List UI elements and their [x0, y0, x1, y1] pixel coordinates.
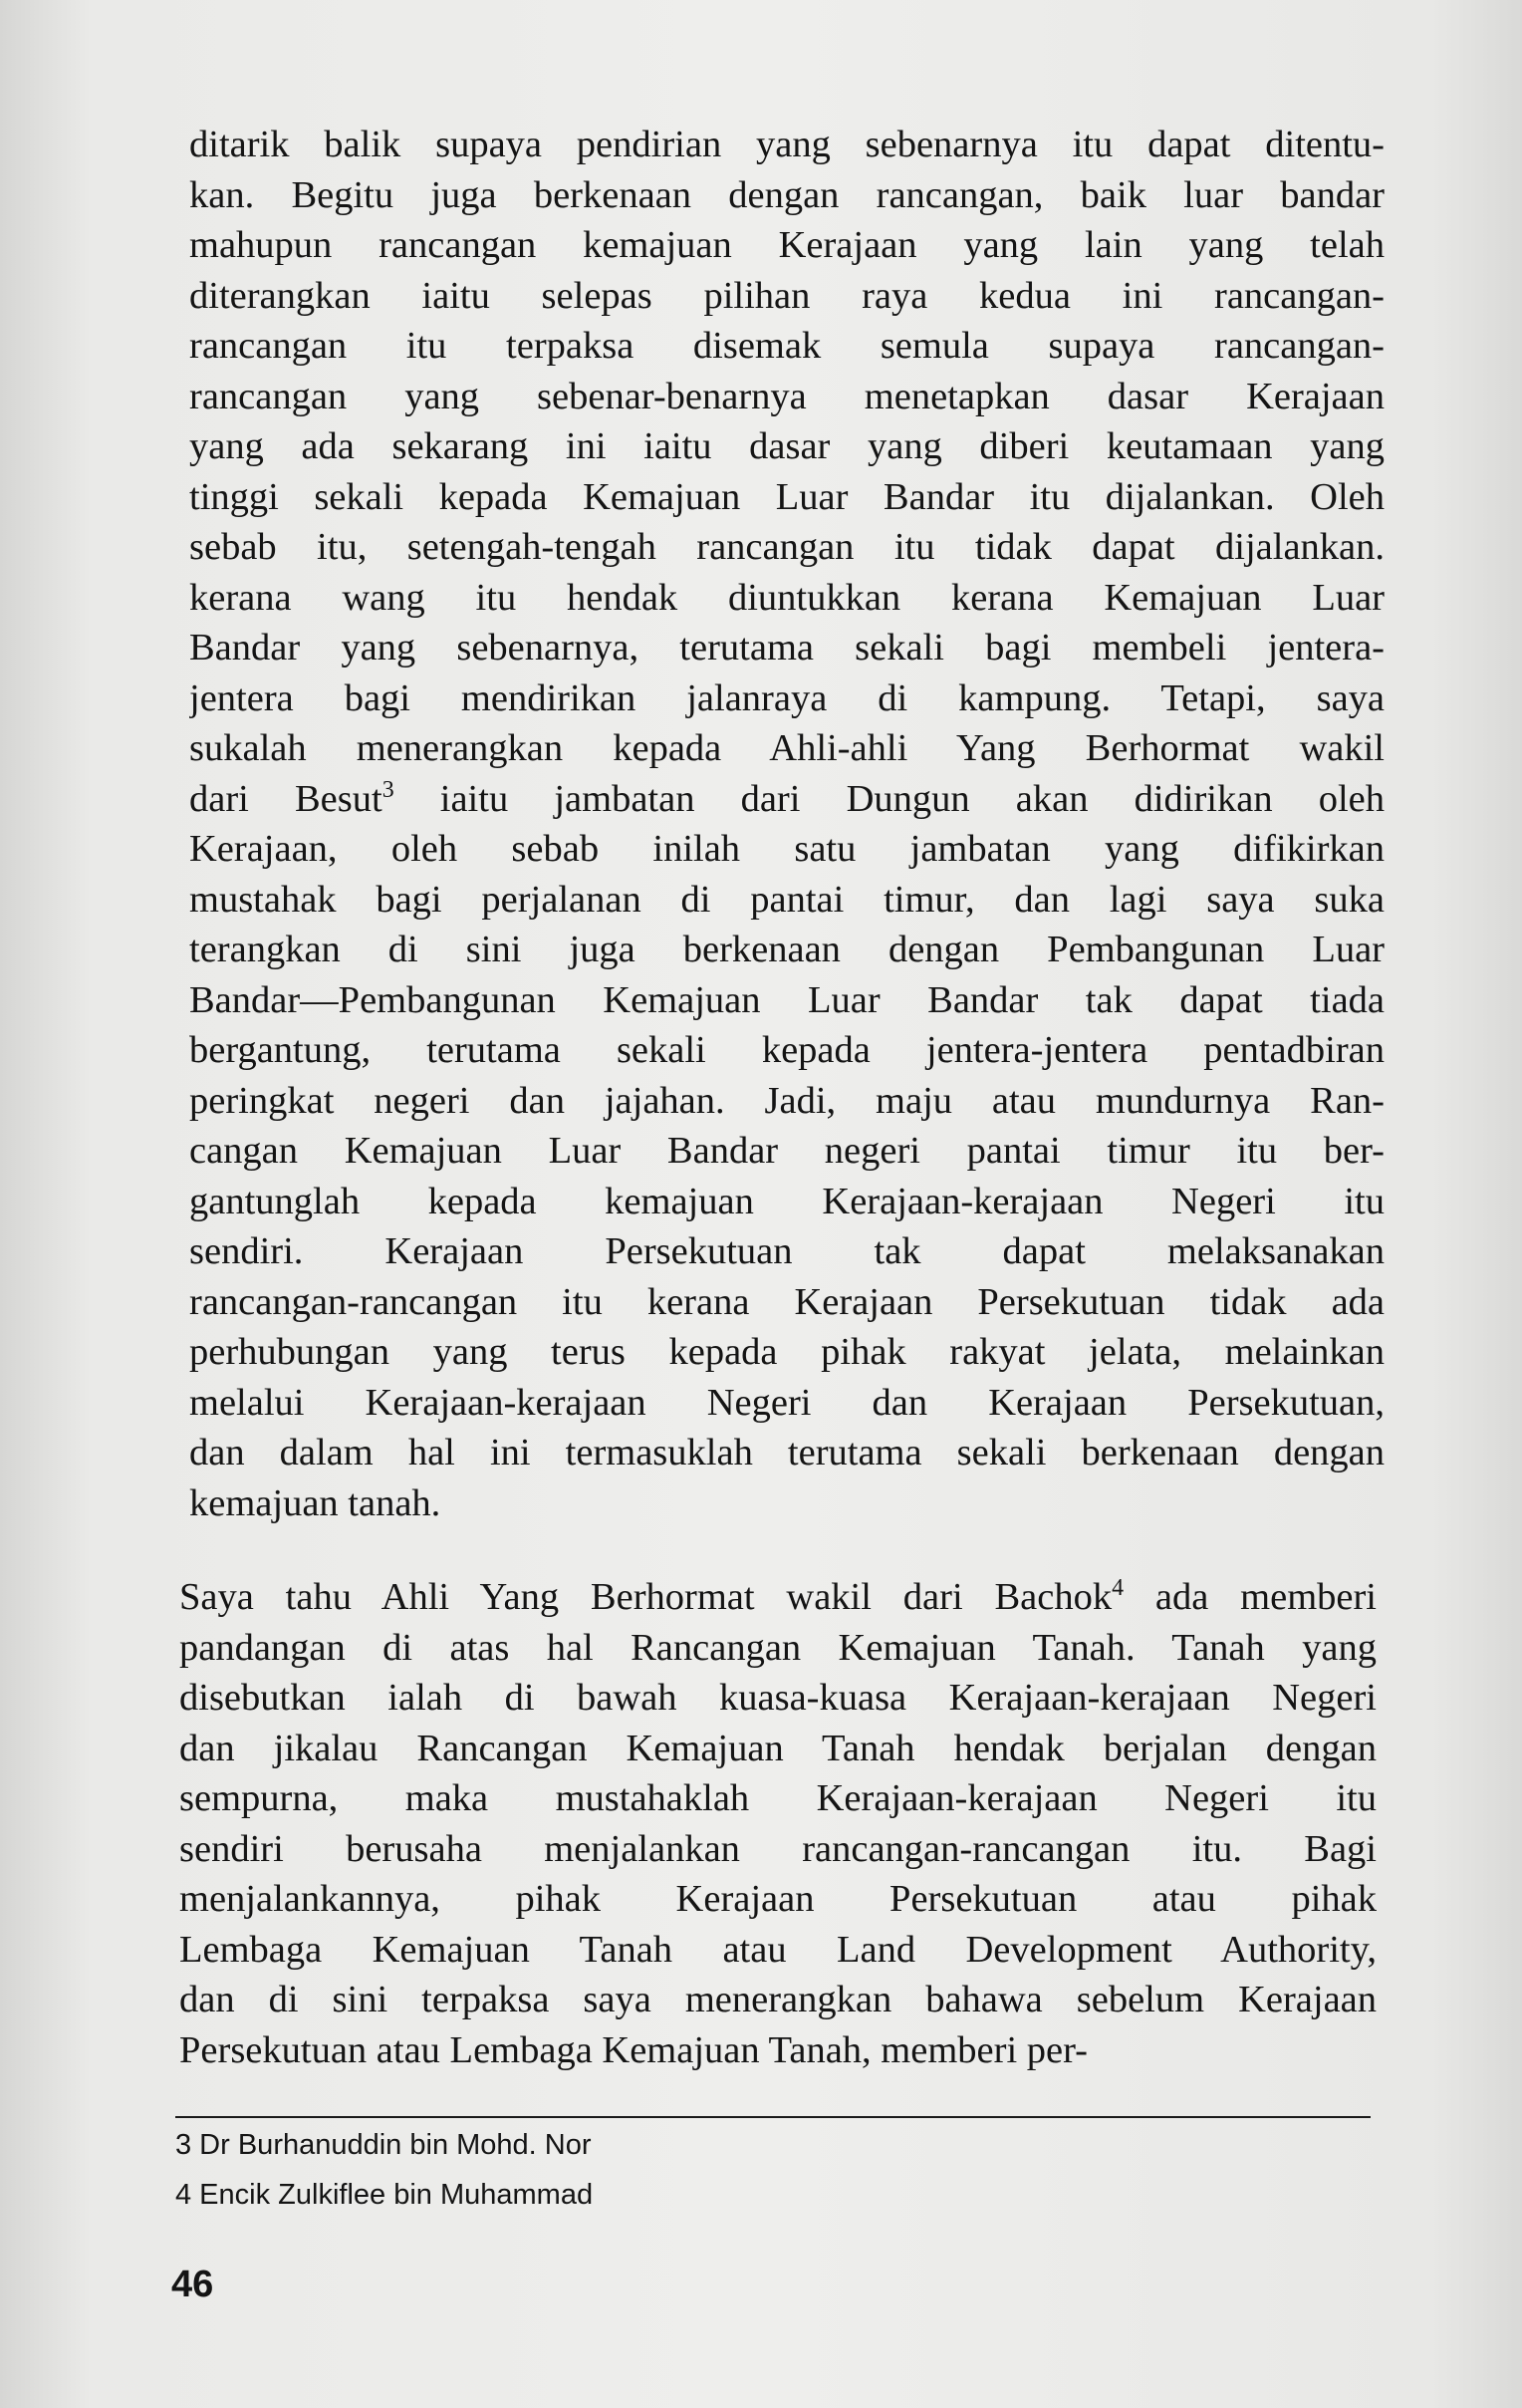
text-line: rancangan yang sebenar-benarnya menetapkan dasar Kerajaan — [189, 375, 1385, 417]
text-line — [179, 1572, 1377, 1623]
text-line: terangkan di sini juga berkenaan dengan Pembangunan Luar — [189, 929, 1385, 970]
text-line: yang ada sekarang ini iaitu dasar yang diberi keutamaan yang — [189, 425, 1385, 467]
text-line: rancangan itu terpaksa disemak semula supaya rancangan- — [189, 325, 1385, 367]
text-line: Bandar—Pembangunan Kemajuan Luar Bandar tak dapat tiada — [189, 978, 1385, 1021]
footnote-reference: 3 — [381, 776, 394, 803]
text-line: dan di sini terpaksa saya menerangkan bahawa sebelum Kerajaan — [179, 1979, 1377, 2020]
text-line: sebab itu, setengah-tengah rancangan itu tidak dapat dijalankan. — [189, 526, 1385, 568]
text-line: sukalah menerangkan kepada Ahli-ahli Yang Berhormat wakil — [189, 727, 1385, 769]
line-text: dari Besut — [189, 777, 382, 820]
line-text: iaitu jambatan dari Dungun akan didirikan oleh — [393, 777, 1385, 820]
text-line — [189, 774, 1385, 825]
text-line: mahupun rancangan kemajuan Kerajaan yang lain yang telah — [189, 224, 1385, 266]
text-line: bergantung, terutama sekali kepada jentera-jentera pentadbiran — [189, 1029, 1385, 1071]
text-line: kerana wang itu hendak diuntukkan kerana Kemajuan Luar — [189, 576, 1385, 619]
text-line: perhubungan yang terus kepada pihak rakyat jelata, melainkan — [189, 1331, 1385, 1373]
text-line: sendiri. Kerajaan Persekutuan tak dapat melaksanakan — [189, 1230, 1385, 1272]
text-line: cangan Kemajuan Luar Bandar negeri pantai timur itu ber- — [189, 1130, 1385, 1172]
text-line: sempurna, maka mustahaklah Kerajaan-kerajaan Negeri itu — [179, 1777, 1377, 1819]
line-text: Saya tahu Ahli Yang Berhormat wakil dari Bachok — [179, 1576, 1113, 1618]
line-text: ada memberi — [1124, 1576, 1377, 1618]
text-line: mustahak bagi perjalanan di pantai timur, dan lagi saya suka — [189, 878, 1385, 921]
text-line: dan jikalau Rancangan Kemajuan Tanah hendak berjalan dengan — [179, 1727, 1377, 1769]
paragraph-2 — [179, 1572, 1377, 2075]
text-line: Bandar yang sebenarnya, terutama sekali bagi membeli jentera- — [189, 627, 1385, 669]
text-line: menjalankannya, pihak Kerajaan Persekutuan atau pihak — [179, 1878, 1377, 1920]
text-line: ditarik balik supaya pendirian yang sebenarnya itu dapat ditentu- — [189, 124, 1385, 165]
footnote-3: 3 Dr Burhanuddin bin Mohd. Nor — [175, 2129, 592, 2161]
text-line: kemajuan tanah. — [189, 1481, 441, 1524]
text-line: dan dalam hal ini termasuklah terutama sekali berkenaan dengan — [189, 1432, 1385, 1473]
text-line: sendiri berusaha menjalankan rancangan-rancangan itu. Bagi — [179, 1827, 1377, 1870]
text-line: Persekutuan atau Lembaga Kemajuan Tanah, memberi per- — [179, 2028, 1088, 2071]
footnotes — [175, 2120, 1171, 2220]
text-line: tinggi sekali kepada Kemajuan Luar Bandar itu dijalankan. Oleh — [189, 475, 1385, 518]
page-number: 46 — [171, 2264, 214, 2305]
text-line: melalui Kerajaan-kerajaan Negeri dan Kerajaan Persekutuan, — [189, 1381, 1385, 1424]
text-line: pandangan di atas hal Rancangan Kemajuan Tanah. Tanah yang — [179, 1626, 1377, 1669]
text-line: rancangan-rancangan itu kerana Kerajaan Persekutuan tidak ada — [189, 1280, 1385, 1323]
text-line: diterangkan iaitu selepas pilihan raya kedua ini rancangan- — [189, 274, 1385, 317]
text-line: jentera bagi mendirikan jalanraya di kampung. Tetapi, saya — [189, 676, 1385, 719]
footnote-rule — [175, 2116, 1371, 2118]
footnote-reference: 4 — [1112, 1575, 1125, 1602]
text-line: Lembaga Kemajuan Tanah atau Land Development Authority, — [179, 1928, 1377, 1971]
text-line: gantunglah kepada kemajuan Kerajaan-kerajaan Negeri itu — [189, 1180, 1385, 1222]
text-line: disebutkan ialah di bawah kuasa-kuasa Kerajaan-kerajaan Negeri — [179, 1677, 1377, 1719]
footnote-4: 4 Encik Zulkiflee bin Muhammad — [175, 2179, 594, 2211]
text-line: Kerajaan, oleh sebab inilah satu jambatan yang difikirkan — [189, 828, 1385, 870]
text-line: peringkat negeri dan jajahan. Jadi, maju atau mundurnya Ran- — [189, 1079, 1385, 1122]
paragraph-1 — [189, 120, 1385, 1528]
text-line: kan. Begitu juga berkenaan dengan rancangan, baik luar bandar — [189, 173, 1385, 216]
